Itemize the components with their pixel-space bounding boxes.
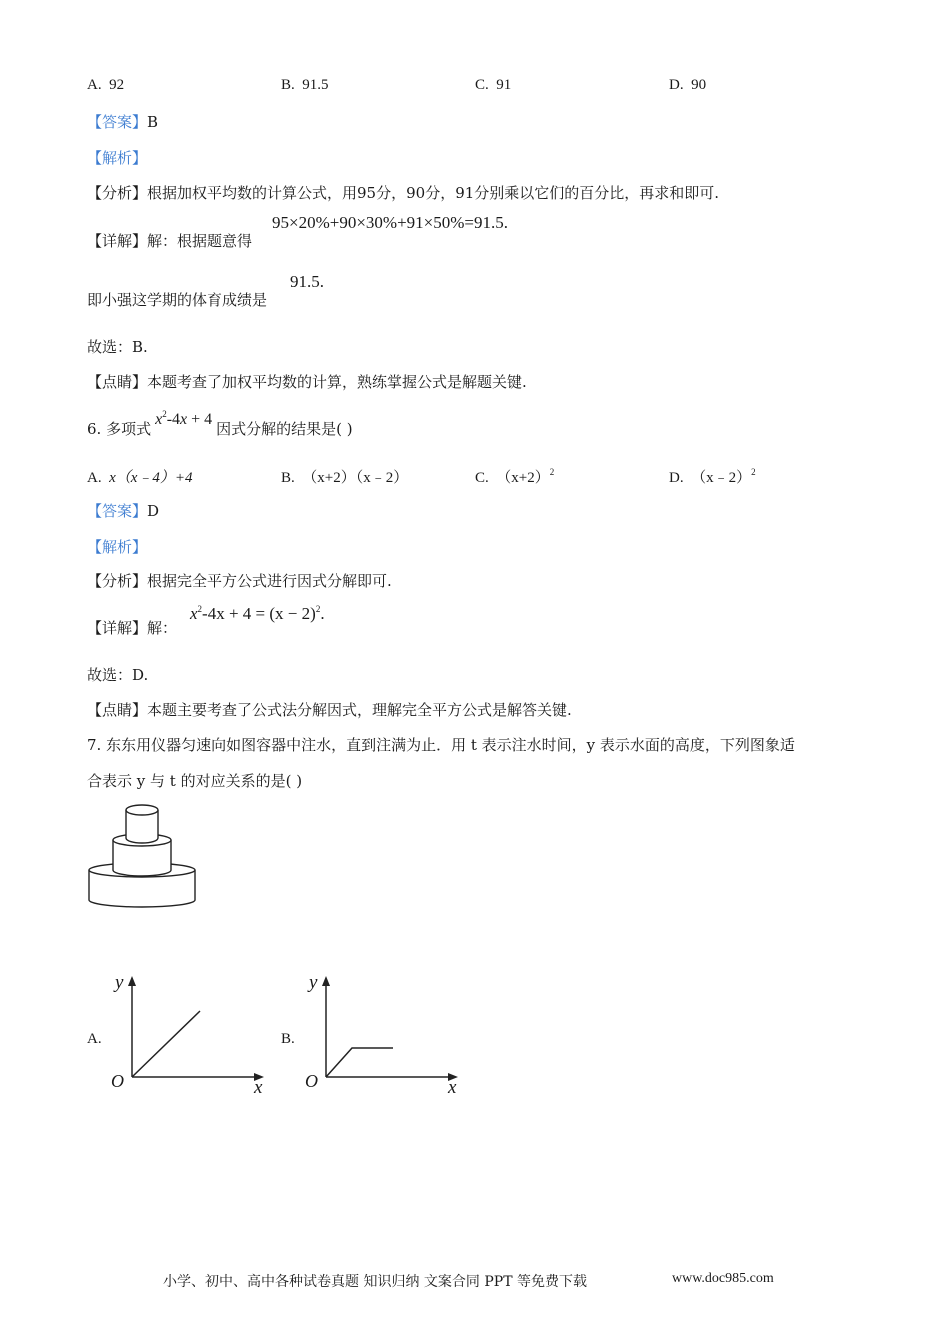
conclusion-value: 91.5. [290,272,324,291]
graph-b-xlabel: x [448,1077,457,1098]
graph-a-xlabel: x [254,1077,263,1098]
graph-a-line [132,1011,200,1077]
q7-stem-line-1: 7. 东东用仪器匀速向如图容器中注水，直到注满为止．用 t 表示注水时间，y 表示水面的高度，下列图象适 [87,736,795,754]
q7-graph-a [108,972,268,1097]
answer-tag: 【答案】 [87,113,148,131]
footer-text: 小学、初中、高中各种试卷真题 知识归纳 文案合同 PPT 等免费下载 [163,1274,587,1290]
q6-option-a: A. x（x﹣4）+4 [87,470,193,486]
q6-formula: $x^2-4x + 4 = (x - 2)^2$. [190,604,325,623]
graph-b-origin: O [305,1071,318,1091]
conclusion-line: 即小强这学期的体育成绩是 [87,291,268,309]
choose-line: 故选：B. [87,338,148,356]
q6-analysis-tag: 【解析】 [87,538,148,556]
option-a: A. 92 [87,77,125,93]
q6-option-c: C. $(x+2)^2$ [475,467,555,486]
weighted-mean-formula: 95×20%+90×30%+91×50%=91.5. [272,213,509,232]
option-c: C. 91 [475,77,512,93]
q6-stem: 6. 多项式$x^2-4x + 4$因式分解的结果是( ) [87,409,353,438]
graph-a-origin: O [111,1071,124,1091]
q6-choose-line: 故选：D. [87,666,149,684]
q7-graph-b [302,972,462,1097]
graph-b-ylabel: y [309,972,318,993]
q6-option-d: D. （x﹣2）$^2$ [669,467,756,486]
option-d: D. 90 [669,77,707,93]
graph-a-ylabel: y [115,972,124,993]
q6-answer-line: 【答案】D [87,502,160,520]
option-b: B. 91.5 [281,77,329,93]
q7-stem-line-2: 合表示 y 与 t 的对应关系的是( ) [87,772,303,790]
footer-url[interactable]: www.doc985.com [672,1271,774,1286]
xiangjie-line: 【详解】解：根据题意得 [87,232,253,250]
q6-xiangjie-line: 【详解】解： [87,619,178,637]
q6-option-b: B. （x+2）（x﹣2） [281,470,409,486]
answer-value: B [147,113,159,131]
q6-fenxi-line: 【分析】根据完全平方公式进行因式分解即可. [87,572,392,590]
fenxi-line: 【分析】根据加权平均数的计算公式，用95分，90分，91分别乘以它们的百分比，再求和即可. [87,184,720,202]
analysis-tag: 【解析】 [87,149,148,167]
q7-option-a-label: A. [87,1031,102,1047]
stacked-container-figure [86,800,200,908]
q6-dianjing-line: 【点睛】本题主要考查了公式法分解因式，理解完全平方公式是解答关键. [87,701,572,719]
answer-line [87,111,158,132]
graph-b-line [326,1048,393,1077]
q7-option-b-label: B. [281,1031,295,1047]
dianjing-line: 【点睛】本题考查了加权平均数的计算，熟练掌握公式是解题关键. [87,373,527,391]
